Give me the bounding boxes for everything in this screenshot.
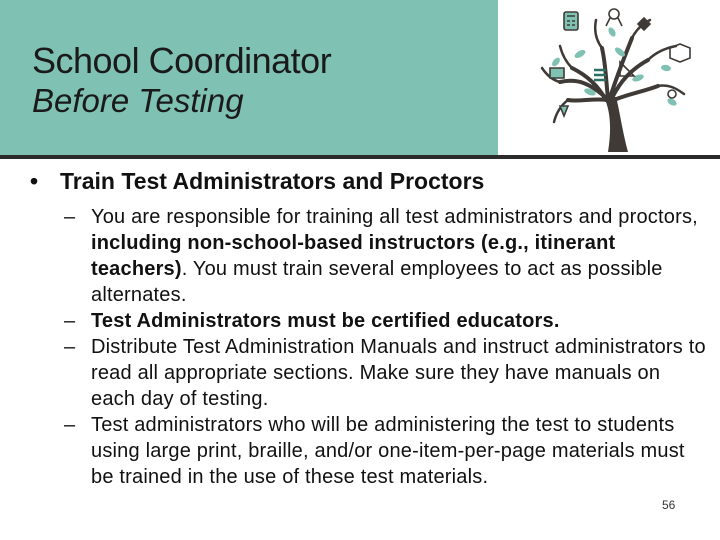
sub-bullet-emphasis: including non-school-based instructors (e.g., itinerant teachers)	[91, 232, 616, 280]
main-bullet	[30, 166, 710, 196]
education-tree-icon	[520, 2, 710, 154]
main-bullet-text: Train Test Administrators and Proctors	[60, 168, 485, 194]
sub-bullet-item	[30, 308, 710, 334]
sub-bullet-text: Test administrators who will be administering the test to students using large print, braille, and/or one-item-per-page materials must be trained in the use of these test materials.	[91, 414, 685, 488]
title-band	[0, 0, 498, 155]
sub-bullet-emphasis: Test Administrators must be certified educators.	[91, 310, 560, 332]
header-divider	[0, 155, 720, 159]
sub-bullet-item	[30, 334, 710, 412]
sub-bullet-text: You are responsible for training all test administrators and proctors,	[91, 206, 698, 228]
slide-subtitle: Before Testing	[32, 82, 244, 119]
sub-bullet-item	[30, 204, 710, 308]
bullet-marker: •	[30, 168, 39, 194]
sub-bullet-list	[30, 204, 710, 490]
slide-title: School Coordinator	[32, 40, 332, 81]
dash-marker: –	[64, 206, 76, 228]
slide-number: 56	[662, 498, 676, 512]
slide-body	[30, 166, 710, 490]
sub-bullet-item	[30, 412, 710, 490]
dash-marker: –	[64, 310, 76, 332]
sub-bullet-text: Distribute Test Administration Manuals and instruct administrators to read all appropriate sections. Make sure they have manuals on each day of testing.	[91, 336, 706, 410]
dash-marker: –	[64, 336, 76, 358]
header-art	[498, 0, 720, 155]
dash-marker: –	[64, 414, 76, 436]
sub-bullet-text: . You must train several employees to act as possible alternates.	[91, 258, 663, 306]
